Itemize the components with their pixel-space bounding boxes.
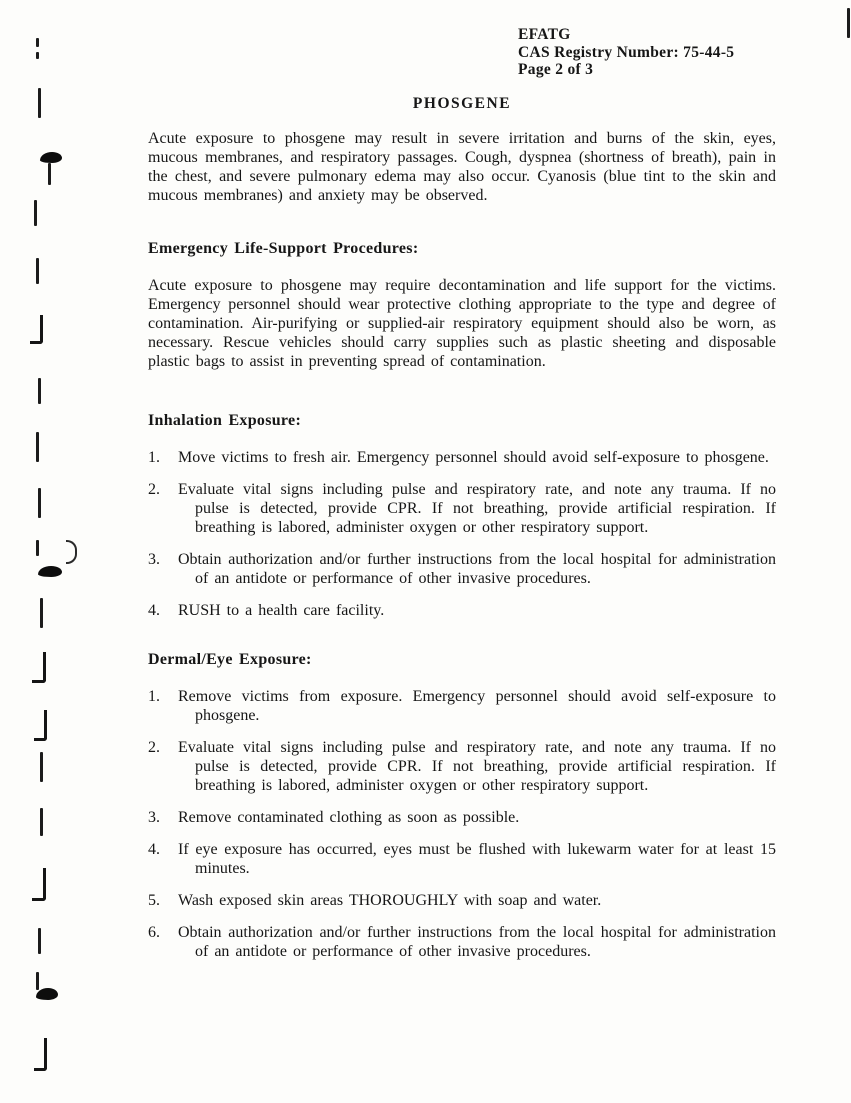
scan-artifact bbox=[38, 88, 41, 118]
item-number: 3. bbox=[148, 551, 160, 568]
list-item bbox=[148, 601, 776, 620]
item-number: 1. bbox=[148, 688, 160, 705]
header-cas-number: CAS Registry Number: 75-44-5 bbox=[518, 43, 735, 61]
item-number: 3. bbox=[148, 809, 160, 826]
item-text: Obtain authorization and/or further instructions from the local hospital for administration of an antidote or performance of other invasive procedures. bbox=[178, 924, 776, 960]
scan-artifact bbox=[847, 8, 850, 38]
item-number: 6. bbox=[148, 924, 160, 941]
scan-artifact bbox=[36, 988, 58, 1000]
header-page-number: Page 2 of 3 bbox=[518, 61, 594, 78]
list-item bbox=[148, 550, 776, 588]
item-text: Remove victims from exposure. Emergency personnel should avoid self-exposure to phosgene. bbox=[178, 688, 776, 724]
scan-artifact bbox=[36, 432, 39, 462]
scan-artifact bbox=[34, 200, 37, 226]
item-number: 4. bbox=[148, 602, 160, 619]
item-number: 5. bbox=[148, 892, 160, 909]
list-item bbox=[148, 923, 776, 961]
inhalation-list bbox=[148, 448, 776, 620]
scan-artifact bbox=[38, 566, 62, 577]
scan-artifact bbox=[40, 752, 43, 782]
scan-artifact bbox=[38, 928, 41, 954]
list-item bbox=[148, 840, 776, 878]
dermal-eye-list bbox=[148, 687, 776, 961]
section-heading-dermal-eye: Dermal/Eye Exposure: bbox=[148, 651, 312, 668]
item-number: 4. bbox=[148, 841, 160, 858]
scan-artifact bbox=[34, 710, 47, 741]
list-item bbox=[148, 891, 776, 910]
scan-artifact bbox=[38, 378, 41, 404]
item-text: If eye exposure has occurred, eyes must be flushed with lukewarm water for at least 15 minutes. bbox=[178, 841, 776, 877]
document-body bbox=[148, 0, 776, 961]
document-title: PHOSGENE bbox=[412, 95, 512, 112]
item-text: Wash exposed skin areas THOROUGHLY with soap and water. bbox=[178, 892, 602, 909]
item-number: 2. bbox=[148, 481, 160, 498]
item-text: RUSH to a health care facility. bbox=[178, 602, 385, 619]
intro-paragraph: Acute exposure to phosgene may result in severe irritation and burns of the skin, eyes, mucous membranes, and respiratory passages. Cough, dyspnea (shortness of breath), pain in the chest, and severe pulmonary edema may also occur. Cyanosis (blue tint to the skin and mucous membranes) and anxiety may be observed. bbox=[148, 130, 776, 204]
item-text: Move victims to fresh air. Emergency personnel should avoid self-exposure to phosgene. bbox=[178, 449, 769, 466]
scan-artifact bbox=[32, 868, 46, 901]
scan-artifact bbox=[40, 598, 43, 628]
scan-artifact bbox=[36, 38, 39, 47]
scan-artifact bbox=[36, 258, 39, 284]
list-item bbox=[148, 687, 776, 725]
scan-artifact bbox=[36, 540, 39, 556]
list-item bbox=[148, 480, 776, 537]
section-heading-inhalation: Inhalation Exposure: bbox=[148, 412, 302, 429]
scan-artifact bbox=[66, 540, 77, 564]
item-text: Obtain authorization and/or further instructions from the local hospital for administration of an antidote or performance of other invasive procedures. bbox=[178, 551, 776, 587]
list-item bbox=[148, 808, 776, 827]
item-number: 2. bbox=[148, 739, 160, 756]
scan-artifact bbox=[36, 972, 39, 990]
item-number: 1. bbox=[148, 449, 160, 466]
scan-artifact bbox=[38, 488, 41, 518]
scan-artifact bbox=[32, 652, 46, 683]
section-paragraph-life-support: Acute exposure to phosgene may require decontamination and life support for the victims. Emergency personnel should wear protective clothing appropriate to the type and degree of contamination. Air-purifying or supplied-air respiratory equipment should also be worn, as necessary. Rescue vehicles should carry supplies such as plastic sheeting and disposable plastic bags to assist in preventing spread of contamination. bbox=[148, 277, 776, 370]
item-text: Evaluate vital signs including pulse and respiratory rate, and note any trauma. If no pulse is detected, provide CPR. If not breathing, provide artificial respiration. If breathing is labored, administer oxygen or other respiratory support. bbox=[178, 481, 776, 536]
scan-artifact bbox=[40, 808, 43, 836]
item-text: Evaluate vital signs including pulse and respiratory rate, and note any trauma. If no pulse is detected, provide CPR. If not breathing, provide artificial respiration. If breathing is labored, administer oxygen or other respiratory support. bbox=[178, 739, 776, 794]
item-text: Remove contaminated clothing as soon as possible. bbox=[178, 809, 520, 826]
list-item bbox=[148, 448, 776, 467]
scan-artifact bbox=[30, 315, 43, 344]
header-agency: EFATG bbox=[518, 26, 571, 43]
section-heading-life-support: Emergency Life-Support Procedures: bbox=[148, 240, 419, 257]
scan-artifact bbox=[40, 152, 62, 163]
scan-artifact bbox=[36, 52, 39, 59]
scan-artifact bbox=[34, 1038, 47, 1071]
list-item bbox=[148, 738, 776, 795]
scan-artifact bbox=[48, 163, 51, 185]
